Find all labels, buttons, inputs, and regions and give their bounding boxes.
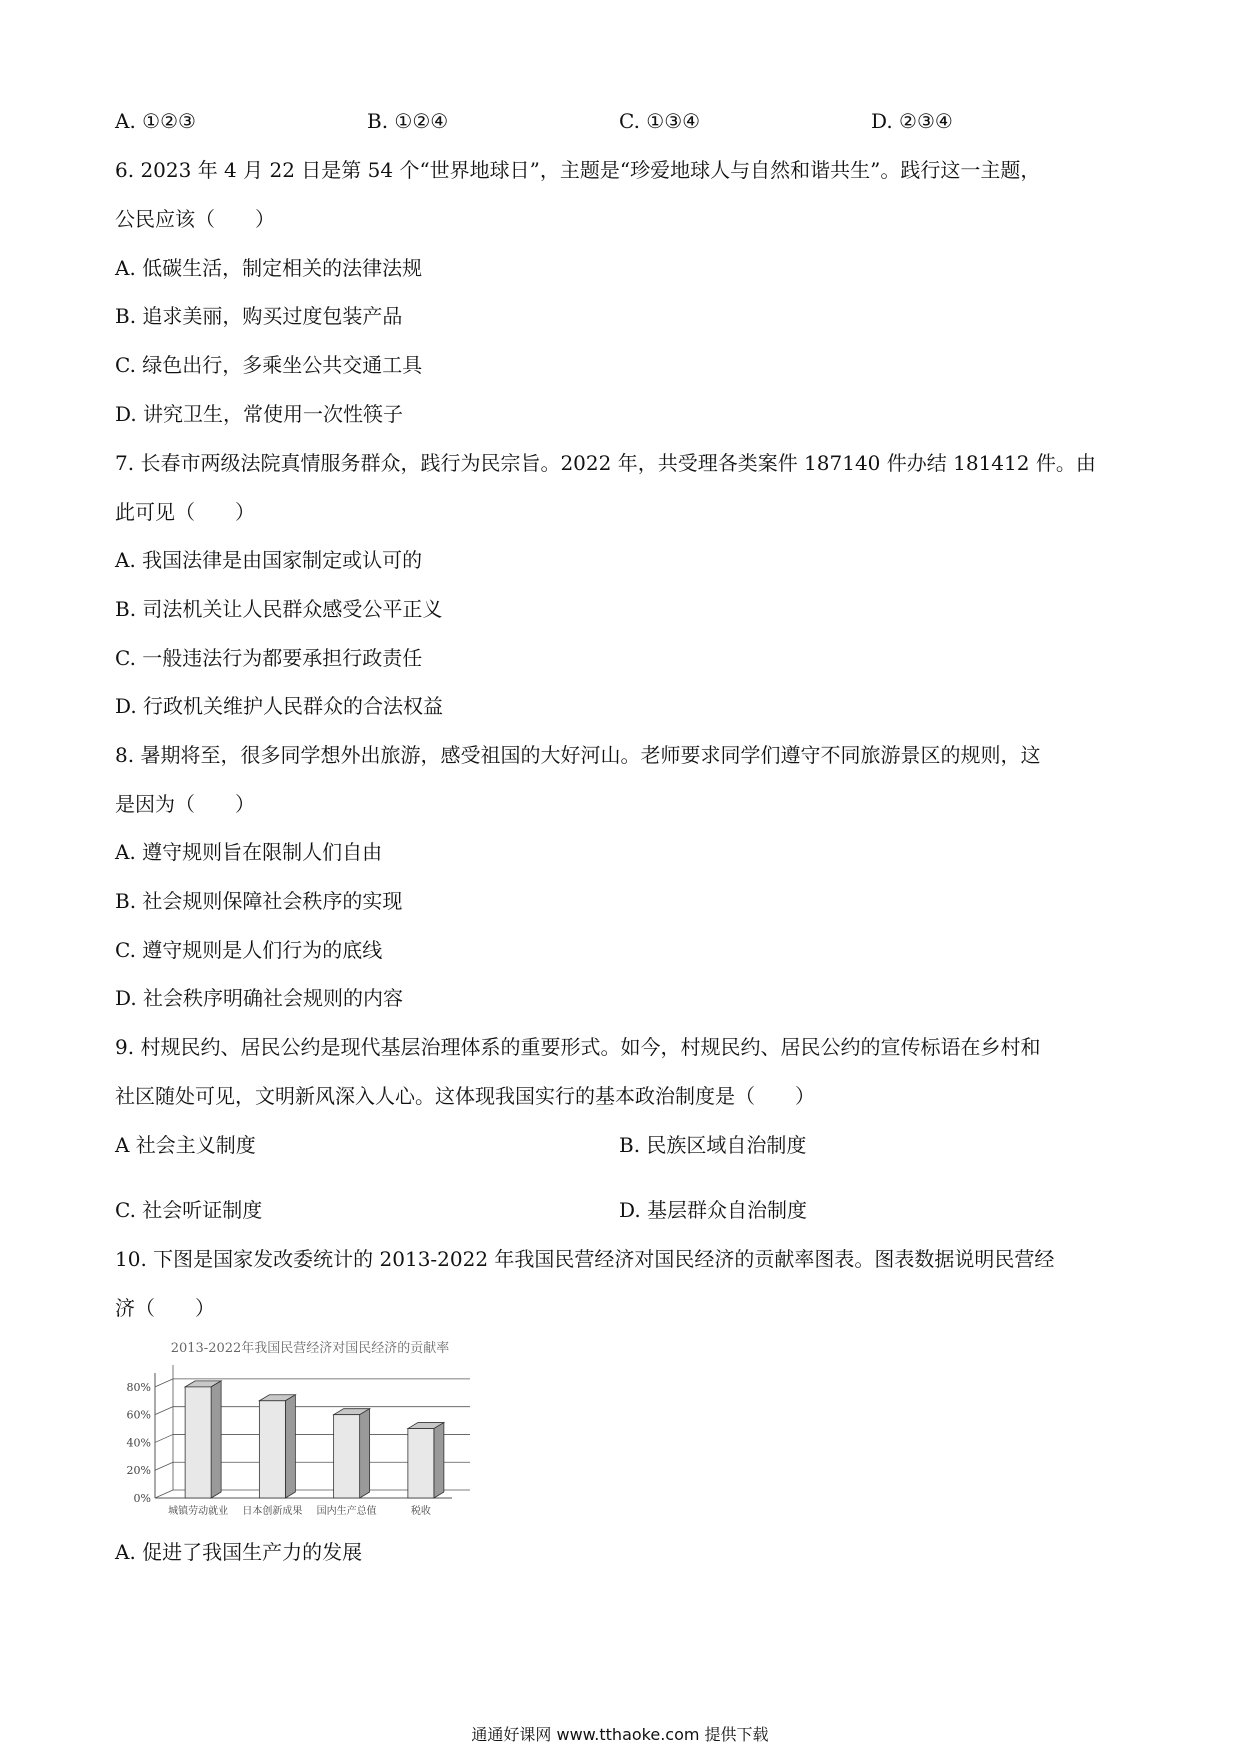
bar-front-face <box>408 1429 434 1498</box>
q9-option-c: C. 社会听证制度 <box>115 1198 263 1222</box>
bar-front-face <box>334 1415 360 1498</box>
bar <box>334 1409 370 1498</box>
q6-option-a: A. 低碳生活，制定相关的法律法规 <box>115 256 423 280</box>
q7-option-b: B. 司法机关让人民群众感受公平正义 <box>115 597 443 621</box>
q9-option-a: A 社会主义制度 <box>115 1133 256 1157</box>
q8-stem-line1: 8. 暑期将至，很多同学想外出旅游，感受祖国的大好河山。老师要求同学们遵守不同旅游景区的规则，这 <box>115 743 1041 767</box>
q6-stem-line1: 6. 2023 年 4 月 22 日是第 54 个“世界地球日”，主题是“珍爱地球人与自然和谐共生”。践行这一主题， <box>115 158 1041 182</box>
q8-option-c: C. 遵守规则是人们行为的底线 <box>115 938 383 962</box>
bar-front-face <box>259 1401 285 1498</box>
chart-title: 2013-2022年我国民营经济对国民经济的贡献率 <box>170 1341 450 1356</box>
bar-side-face <box>360 1409 370 1498</box>
q9-stem-line1: 9. 村规民约、居民公约是现代基层治理体系的重要形式。如今，村规民约、居民公约的宣传标语在乡村和 <box>115 1035 1041 1059</box>
q6-option-c: C. 绿色出行，多乘坐公共交通工具 <box>115 353 423 377</box>
q10-stem-line2: 济（ ） <box>115 1296 215 1320</box>
q7-stem-line1: 7. 长春市两级法院真情服务群众，践行为民宗旨。2022 年，共受理各类案件 187140 件办结 181412 件。由 <box>115 451 1096 475</box>
q9-stem-line2: 社区随处可见，文明新风深入人心。这体现我国实行的基本政治制度是（ ） <box>115 1084 815 1108</box>
q6-stem-line2: 公民应该（ ） <box>115 207 275 231</box>
q5-option-b: B. ①②④ <box>367 109 449 133</box>
q6-option-d: D. 讲究卫生，常使用一次性筷子 <box>115 402 404 426</box>
bar-side-face <box>211 1381 221 1498</box>
q5-option-a: A. ①②③ <box>115 109 196 133</box>
q8-option-a: A. 遵守规则旨在限制人们自由 <box>115 840 383 864</box>
q9-option-d: D. 基层群众自治制度 <box>619 1198 808 1222</box>
q5-option-c: C. ①③④ <box>619 109 701 133</box>
q8-option-d: D. 社会秩序明确社会规则的内容 <box>115 986 404 1010</box>
bar-side-face <box>285 1395 295 1498</box>
x-tick-label: 税收 <box>410 1506 431 1517</box>
q6-option-b: B. 追求美丽，购买过度包装产品 <box>115 304 403 328</box>
q10-stem-line1: 10. 下图是国家发改委统计的 2013-2022 年我国民营经济对国民经济的贡献率图表。图表数据说明民营经 <box>115 1247 1055 1271</box>
y-tick-label: 40% <box>126 1436 151 1450</box>
grid-line-diag <box>155 1407 173 1415</box>
footer-text: 通通好课网 www.tthaoke.com 提供下载 <box>471 1725 769 1744</box>
y-tick-label: 60% <box>126 1408 151 1422</box>
q7-stem-line2: 此可见（ ） <box>115 500 255 524</box>
bar-front-face <box>185 1387 211 1498</box>
x-tick-label: 城镇劳动就业 <box>168 1506 229 1517</box>
grid-line-diag <box>155 1490 173 1498</box>
bar-side-face <box>434 1423 444 1498</box>
x-tick-label: 日本创新成果 <box>242 1506 303 1517</box>
bar <box>408 1423 444 1498</box>
q7-option-a: A. 我国法律是由国家制定或认可的 <box>115 548 423 572</box>
contribution-bar-chart <box>110 1338 518 1524</box>
q9-option-b: B. 民族区域自治制度 <box>619 1133 807 1157</box>
q7-option-c: C. 一般违法行为都要承担行政责任 <box>115 646 423 670</box>
y-tick-label: 0% <box>133 1492 151 1505</box>
grid-line-diag <box>155 1379 173 1387</box>
y-tick-label: 80% <box>126 1380 151 1394</box>
q7-option-d: D. 行政机关维护人民群众的合法权益 <box>115 694 444 718</box>
q8-stem-line2: 是因为（ ） <box>115 792 255 816</box>
x-tick-label: 国内生产总值 <box>316 1506 377 1517</box>
q8-option-b: B. 社会规则保障社会秩序的实现 <box>115 889 403 913</box>
bar <box>185 1381 221 1498</box>
y-tick-label: 20% <box>126 1464 151 1478</box>
grid-line-diag <box>155 1462 173 1470</box>
q5-option-d: D. ②③④ <box>871 109 953 133</box>
bar <box>259 1395 295 1498</box>
grid-line-diag <box>155 1434 173 1442</box>
q10-option-a: A. 促进了我国生产力的发展 <box>115 1540 363 1564</box>
